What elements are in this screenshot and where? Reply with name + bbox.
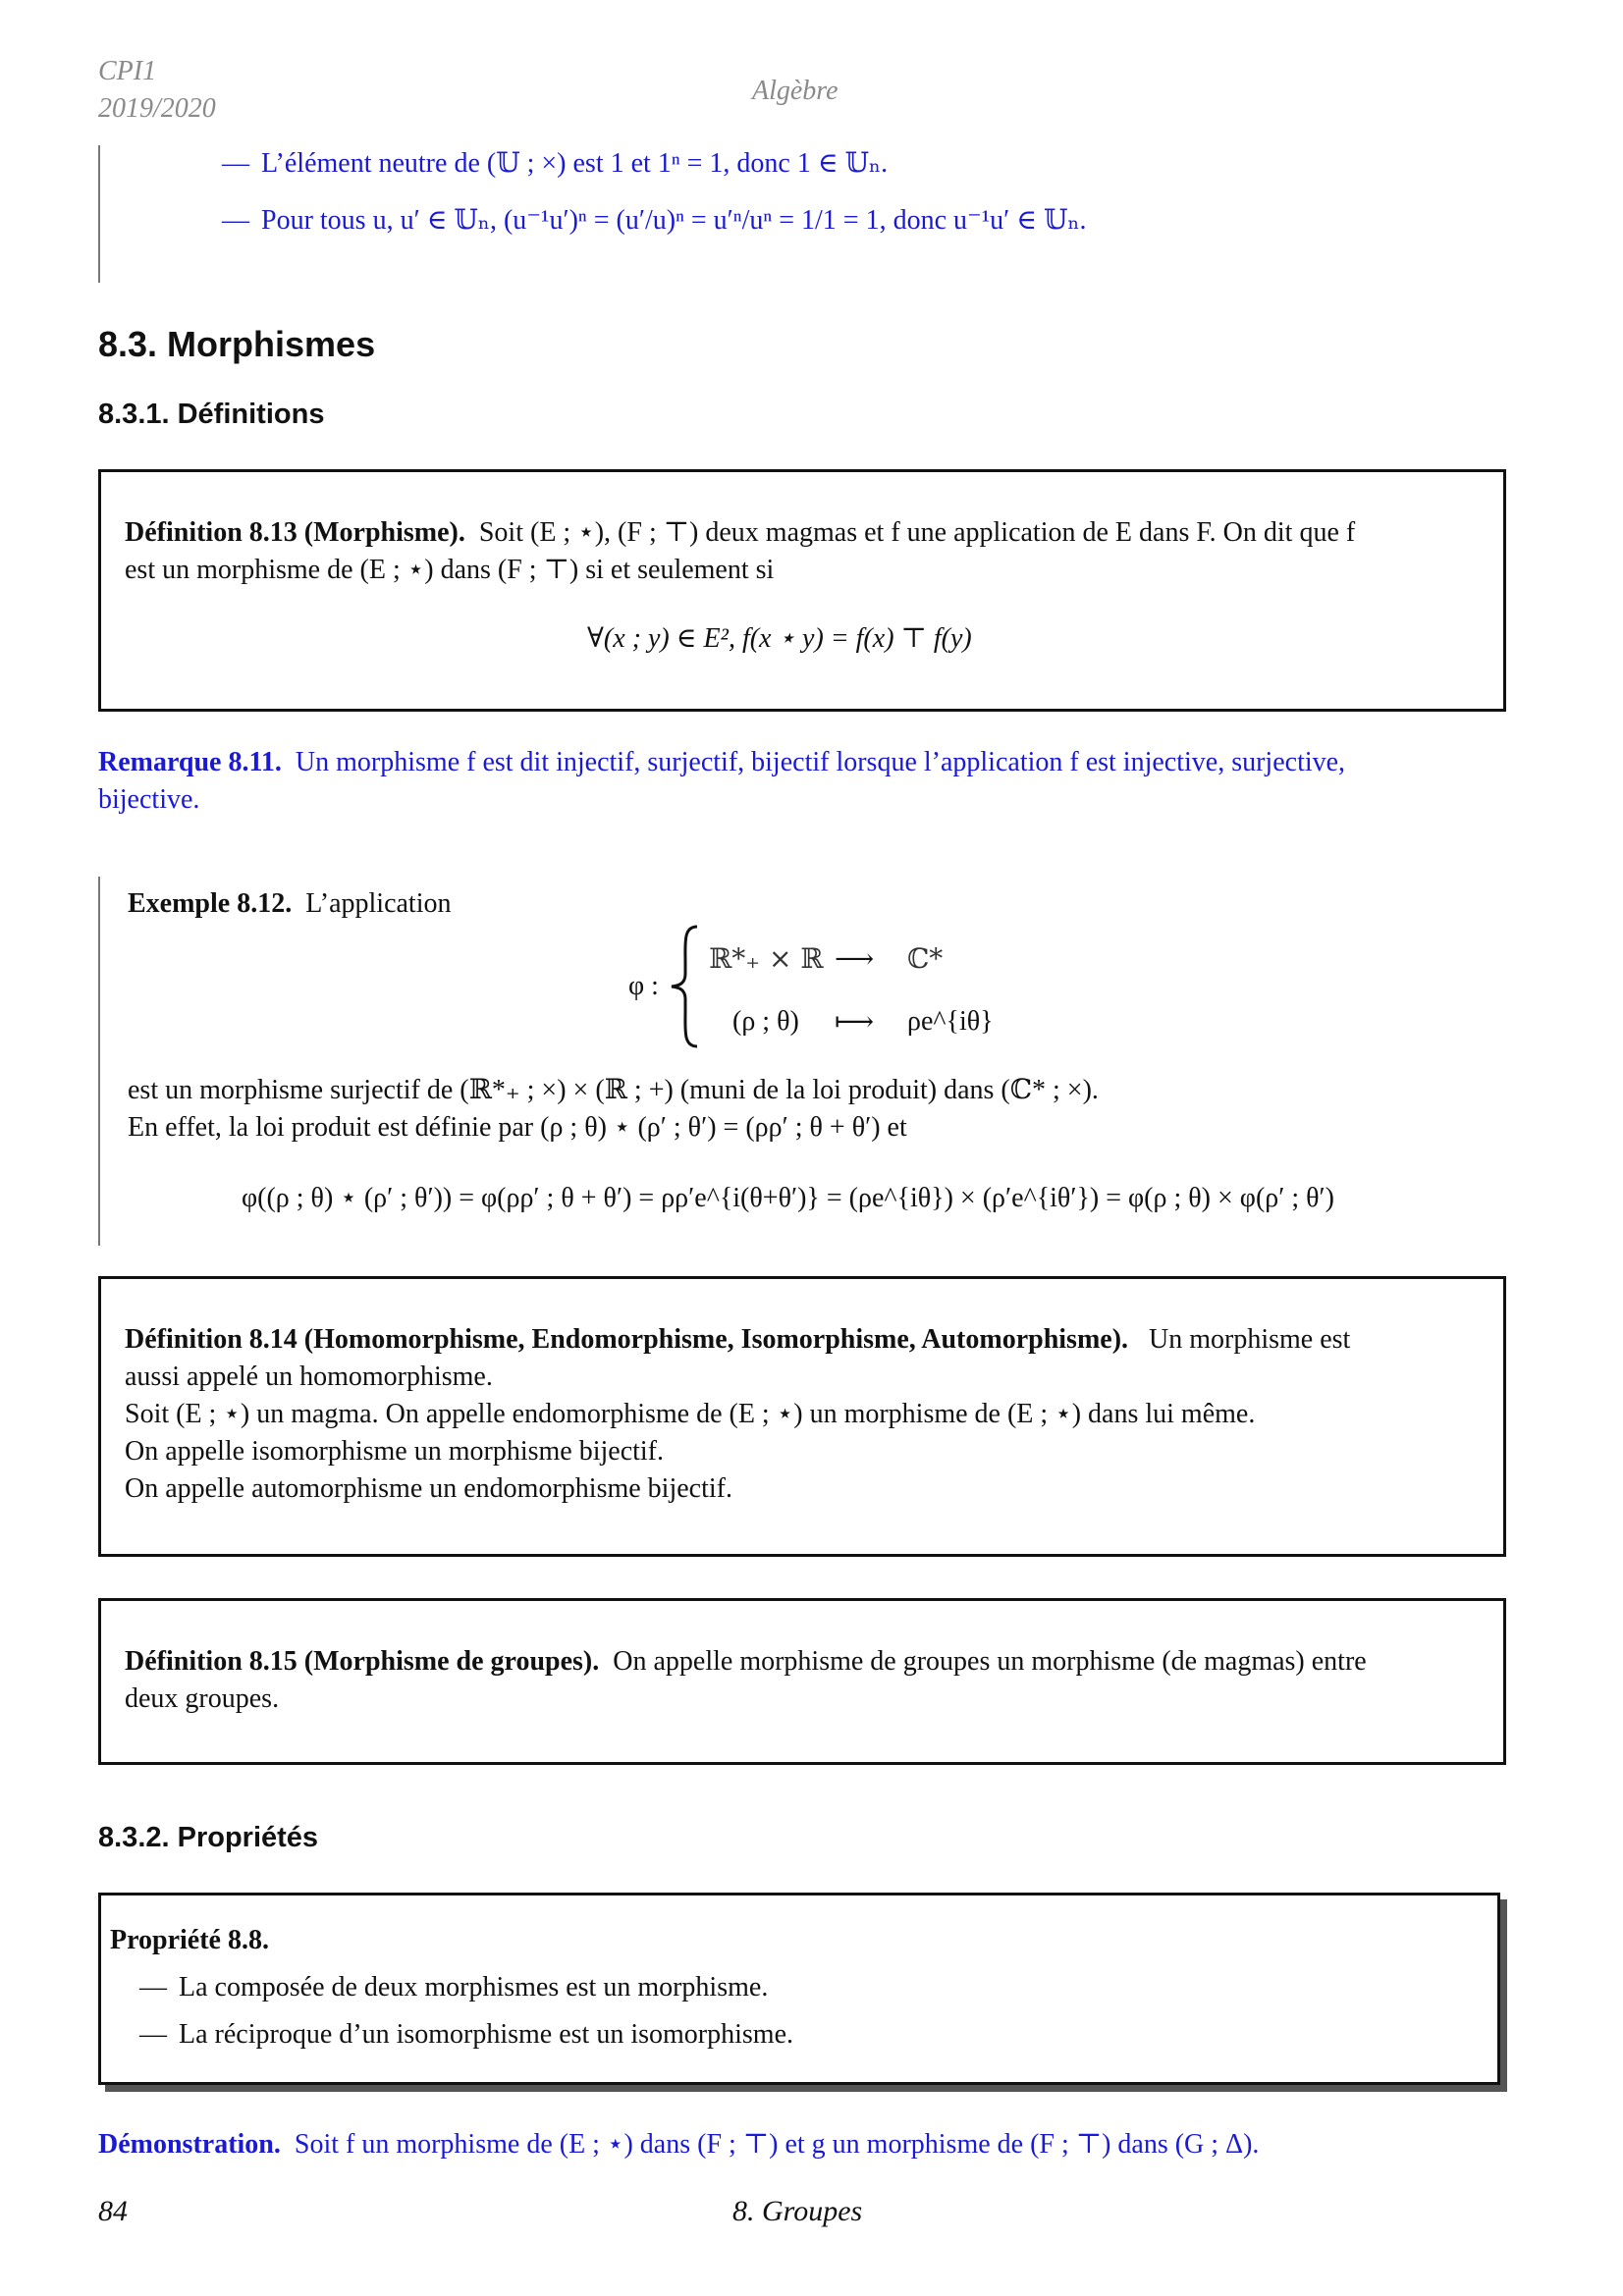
list-item: — L’élément neutre de (𝕌 ; ×) est 1 et 1ⁿ = 1, donc 1 ∈ 𝕌ₙ. (222, 148, 889, 179)
demo-label: Démonstration. (98, 2129, 281, 2160)
ex812-text2: En effet, la loi produit est définie par (ρ ; θ) ⋆ (ρ′ ; θ′) = (ρρ′ ; θ + θ′) et (128, 1112, 907, 1143)
def814-text3: Soit (E ; ⋆) un magma. On appelle endomorphisme de (E ; ⋆) un morphisme de (E ; ⋆) dans lui même. (125, 1399, 1256, 1429)
list-item: — La réciproque d’un isomorphisme est un isomorphisme. (139, 2019, 793, 2050)
def813-line1 (125, 516, 1355, 550)
map-arrow: ⟶ (835, 942, 875, 975)
ex812-phi: φ : (628, 971, 659, 1001)
rem811-text2: bijective. (98, 784, 200, 815)
prop88-item2: La réciproque d’un isomorphisme est un isomorphisme. (179, 2019, 793, 2050)
def814-text2: aussi appelé un homomorphisme. (125, 1362, 493, 1392)
header-year: 2019/2020 (98, 93, 216, 124)
subsection-title-definitions: 8.3.1. Définitions (98, 399, 325, 430)
def814-text4: On appelle isomorphisme un morphisme bijectif. (125, 1436, 665, 1467)
definition-box-8-13 (98, 469, 1506, 712)
header-course: CPI1 (98, 56, 157, 86)
proof-side-bar (98, 145, 100, 283)
ex812-formula: φ((ρ ; θ) ⋆ (ρ′ ; θ′)) = φ(ρρ′ ; θ + θ′) = ρρ′e^{i(θ+θ′)} = (ρe^{iθ}) × (ρ′e^{iθ′}) = φ(ρ ; θ) × φ(ρ′ ; θ′) (242, 1183, 1334, 1213)
def814-line1 (125, 1323, 1350, 1357)
ex812-label: Exemple 8.12. (128, 888, 293, 919)
example-8-12 (128, 887, 451, 921)
section-title: 8.3. Morphismes (98, 324, 376, 364)
def815-label: Définition 8.15 (Morphisme de groupes). (125, 1646, 600, 1677)
def813-text2: est un morphisme de (E ; ⋆) dans (F ; ⊤) si et seulement si (125, 555, 775, 585)
header-subject: Algèbre (752, 76, 839, 106)
ex812-text1: est un morphisme surjectif de (ℝ*₊ ; ×) × (ℝ ; +) (muni de la loi produit) dans (ℂ* ; ×). (128, 1075, 1099, 1105)
def814-label: Définition 8.14 (Homomorphisme, Endomorphisme, Isomorphisme, Automorphisme). (125, 1324, 1129, 1355)
top-list-item-2: Pour tous u, u′ ∈ 𝕌ₙ, (u⁻¹u′)ⁿ = (u′/u)ⁿ = u′ⁿ/uⁿ = 1/1 = 1, donc u⁻¹u′ ∈ 𝕌ₙ. (261, 205, 1087, 236)
def813-label: Définition 8.13 (Morphisme). (125, 517, 465, 548)
example-side-bar (98, 877, 100, 1246)
list-item: — Pour tous u, u′ ∈ 𝕌ₙ, (u⁻¹u′)ⁿ = (u′/u)ⁿ = u′ⁿ/uⁿ = 1/1 = 1, donc u⁻¹u′ ∈ 𝕌ₙ. (222, 205, 1087, 236)
remark-8-11 (98, 746, 1345, 779)
prop88-label: Propriété 8.8. (110, 1925, 269, 1955)
def815-text2: deux groupes. (125, 1683, 280, 1714)
map-domain: ℝ*₊ × ℝ (709, 942, 824, 975)
top-list-item-1: L’élément neutre de (𝕌 ; ×) est 1 et 1ⁿ = 1, donc 1 ∈ 𝕌ₙ. (261, 148, 889, 179)
def814-text1: Un morphisme est (1149, 1324, 1351, 1355)
def815-text1: On appelle morphisme de groupes un morphisme (de magmas) entre (613, 1646, 1367, 1677)
prop88-item1: La composée de deux morphismes est un morphisme. (179, 1972, 769, 2002)
demo-text: Soit f un morphisme de (E ; ⋆) dans (F ; ⊤) et g un morphisme de (F ; ⊤) dans (G ; Δ). (294, 2129, 1260, 2160)
map-codomain: ℂ* (907, 942, 944, 975)
list-item: — La composée de deux morphismes est un morphisme. (139, 1972, 769, 2002)
ex812-intro: L’application (305, 888, 452, 919)
map-image: ρe^{iθ} (907, 1006, 994, 1037)
rem811-text1: Un morphisme f est dit injectif, surjectif, bijectif lorsque l’application f est injective, surjective, (295, 747, 1346, 777)
map-maps-to: ⟼ (835, 1005, 875, 1038)
footer-chapter: 8. Groupes (732, 2195, 863, 2227)
def814-text5: On appelle automorphisme un endomorphisme bijectif. (125, 1473, 732, 1504)
demonstration (98, 2128, 1259, 2162)
rem811-label: Remarque 8.11. (98, 747, 282, 777)
def813-text1: Soit (E ; ⋆), (F ; ⊤) deux magmas et f une application de E dans F. On dit que f (478, 517, 1356, 548)
definition-box-8-15 (98, 1598, 1506, 1765)
footer-page-number: 84 (98, 2195, 128, 2227)
subsection-title-properties: 8.3.2. Propriétés (98, 1822, 319, 1853)
map-element: (ρ ; θ) (732, 1006, 799, 1037)
left-brace (668, 923, 703, 1050)
def815-line1 (125, 1645, 1367, 1679)
def813-formula: ∀(x ; y) ∈ E², f(x ⋆ y) = f(x) ⊤ f(y) (587, 623, 972, 654)
